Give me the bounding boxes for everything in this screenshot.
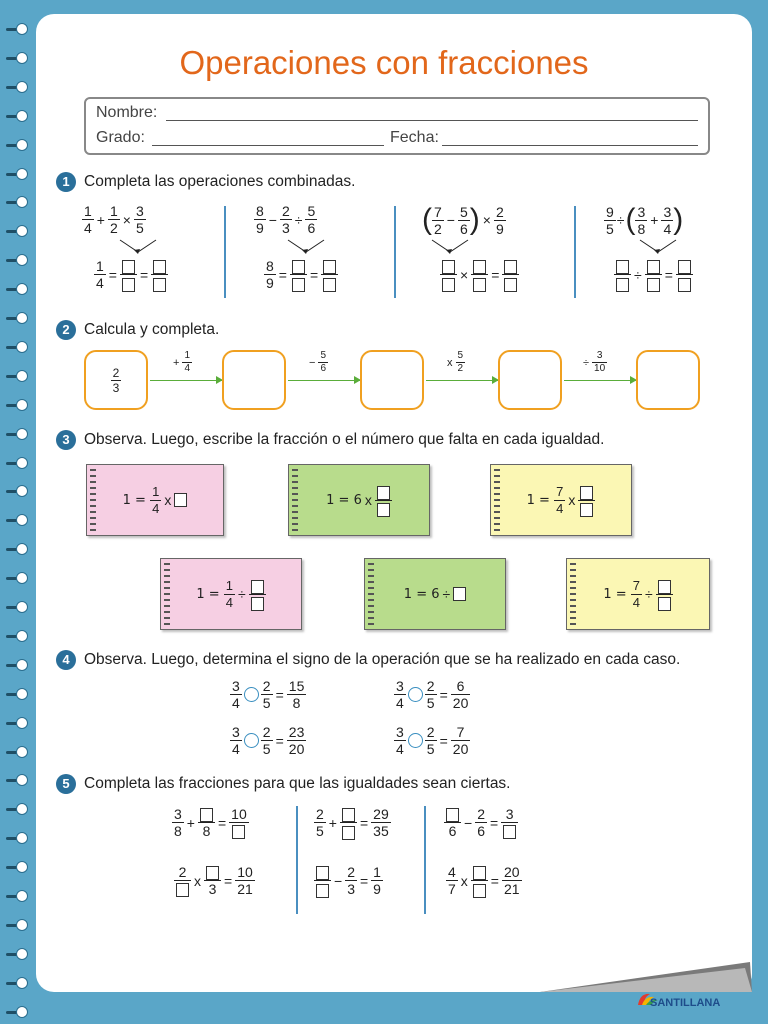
student-info-box <box>84 97 710 155</box>
chain-arrow <box>150 380 222 381</box>
answer-fraction[interactable]: 10 <box>229 806 249 839</box>
binding-ring <box>6 773 28 787</box>
chain-step-4: ÷ $\frac{3}{10}$ <box>583 350 606 374</box>
chain-answer-box[interactable] <box>498 350 562 410</box>
q1-answer-1: $\frac{1}{4}$ = = <box>94 258 168 292</box>
page-curl <box>540 960 756 994</box>
fraction: $\frac{7}{2}$ <box>434 203 442 237</box>
answer-fraction[interactable] <box>645 258 662 292</box>
chain-arrow <box>288 380 360 381</box>
binding-ring <box>6 109 28 123</box>
chain-answer-box[interactable] <box>636 350 700 410</box>
binding-ring <box>6 398 28 412</box>
binding-ring <box>6 224 28 238</box>
binding-ring <box>6 860 28 874</box>
question-number: 5 <box>56 774 76 794</box>
q4-row: $\frac{3}{4}$ $\frac{2}{5}$ = $\frac{23}{20}$ <box>232 724 305 757</box>
binding-ring <box>6 22 28 36</box>
question-number: 4 <box>56 650 76 670</box>
fraction: $\frac{1}{4}$ <box>96 258 104 292</box>
binding-ring <box>6 138 28 152</box>
fraction: $\frac{1}{2}$ <box>109 203 118 236</box>
binding-ring <box>6 947 28 961</box>
chain-answer-box[interactable] <box>222 350 286 410</box>
sticky-note: 1 = 6 x <box>288 464 430 536</box>
answer-fraction[interactable] <box>314 864 331 898</box>
separator <box>394 206 396 298</box>
chain-arrow <box>564 380 636 381</box>
operator-circle[interactable] <box>244 733 259 748</box>
answer-fraction[interactable] <box>249 577 266 611</box>
fraction: $\frac{8}{9}$ <box>256 203 264 236</box>
chain-step-1: + $\frac{1}{4}$ <box>173 350 190 374</box>
fraction: $\frac{8}{9}$ <box>266 258 274 292</box>
answer-fraction[interactable] <box>290 258 307 292</box>
fraction: $\frac{2}{9}$ <box>495 203 504 237</box>
grade-field[interactable] <box>152 145 384 146</box>
bracket-arrow-icon <box>284 238 334 258</box>
binding-ring <box>6 571 28 585</box>
answer-fraction[interactable]: 3 <box>501 806 518 839</box>
binding-ring <box>6 311 28 325</box>
sticky-note: 1 = $\frac{1}{4}$ ÷ <box>160 558 302 630</box>
fraction: $\frac{3}{5}$ <box>135 203 144 236</box>
binding-ring <box>6 658 28 672</box>
question-2 <box>56 320 219 340</box>
fraction: $\frac{5}{6}$ <box>459 203 468 237</box>
question-number: 3 <box>56 430 76 450</box>
binding-ring <box>6 831 28 845</box>
answer-fraction[interactable] <box>578 483 595 517</box>
binding-ring <box>6 802 28 816</box>
separator <box>224 206 226 298</box>
answer-fraction[interactable]: 6 <box>444 806 461 839</box>
answer-fraction[interactable]: 8 <box>198 806 215 839</box>
binding-ring <box>6 716 28 730</box>
binding-ring <box>6 542 28 556</box>
answer-fraction[interactable] <box>321 258 338 292</box>
bracket-arrow-icon <box>428 238 478 258</box>
binding-ring <box>6 340 28 354</box>
sticky-note: 1 = $\frac{7}{4}$ ÷ <box>566 558 710 630</box>
question-3 <box>56 430 604 450</box>
separator <box>574 206 576 298</box>
binding-ring <box>6 1005 28 1019</box>
binding-ring <box>6 253 28 267</box>
answer-fraction[interactable] <box>120 258 137 292</box>
binding-ring <box>6 484 28 498</box>
page-title: Operaciones con fracciones <box>179 44 589 81</box>
answer-fraction[interactable]: 2 <box>174 864 191 897</box>
q5-equation: $\frac{4}{7}$ x = $\frac{20}{21}$ <box>448 864 520 898</box>
fraction: $\frac{3}{8}$ <box>637 203 646 237</box>
binding-ring <box>6 600 28 614</box>
answer-fraction[interactable] <box>440 258 457 292</box>
fraction: $\frac{5}{6}$ <box>307 203 316 236</box>
q5-equation: 6 − $\frac{2}{6}$ = 3 <box>444 806 518 839</box>
name-label: Nombre: <box>96 104 158 121</box>
question-1 <box>56 172 355 192</box>
operator-circle[interactable] <box>408 687 423 702</box>
binding-ring <box>6 456 28 470</box>
q1-answer-3: × = <box>440 258 519 292</box>
q5-equation: − $\frac{2}{3}$ = $\frac{1}{9}$ <box>314 864 383 898</box>
answer-fraction[interactable] <box>502 258 519 292</box>
chain-step-2: − $\frac{5}{6}$ <box>309 350 326 374</box>
binding-ring <box>6 889 28 903</box>
q1-answer-4: ÷ = <box>614 258 693 292</box>
fraction: $\frac{3}{4}$ <box>663 203 672 237</box>
answer-fraction[interactable]: 3 <box>204 864 221 897</box>
question-number: 2 <box>56 320 76 340</box>
answer-box[interactable] <box>453 587 466 601</box>
separator <box>296 806 298 914</box>
binding-ring <box>6 195 28 209</box>
q4-row: $\frac{3}{4}$ $\frac{2}{5}$ = $\frac{6}{20}$ <box>396 678 469 711</box>
fraction: $\frac{9}{5}$ <box>606 203 614 237</box>
q1-expression-4: $\frac{9}{5}$ ÷( $\frac{3}{8}$ + $\frac{3}{4}$ ) <box>606 203 684 237</box>
name-field[interactable] <box>166 120 698 121</box>
sticky-note: 1 = $\frac{1}{4}$ x <box>86 464 224 536</box>
fraction: $\frac{2}{3}$ <box>281 203 290 236</box>
answer-fraction[interactable] <box>676 258 693 292</box>
sticky-note: 1 = 6 ÷ <box>364 558 506 630</box>
date-field[interactable] <box>442 145 698 146</box>
separator <box>424 806 426 914</box>
q1-expression-1: $\frac{1}{4}$ + $\frac{1}{2}$ × $\frac{3}{5}$ <box>84 203 144 236</box>
answer-fraction[interactable] <box>375 483 392 517</box>
answer-fraction[interactable] <box>471 864 488 898</box>
q5-equation: 2 x 3 = $\frac{10}{21}$ <box>174 864 255 897</box>
binding-ring <box>6 513 28 527</box>
operator-circle[interactable] <box>408 733 423 748</box>
q5-equation: $\frac{3}{8}$ + 8 = 10 <box>174 806 247 840</box>
fraction: $\frac{1}{4}$ <box>84 203 92 236</box>
question-text: Completa las operaciones combinadas. <box>84 173 356 191</box>
q1-expression-3: ( $\frac{7}{2}$ − $\frac{5}{6}$ ) × $\frac{2}{9}$ <box>422 203 504 237</box>
chain-arrow <box>426 380 498 381</box>
binding-ring <box>6 629 28 643</box>
bracket-arrow-icon <box>116 238 166 258</box>
answer-fraction[interactable] <box>340 806 357 840</box>
question-text: Observa. Luego, escribe la fracción o el número que falta en cada igualdad. <box>84 431 605 449</box>
answer-fraction[interactable] <box>151 258 168 292</box>
operator-circle[interactable] <box>244 687 259 702</box>
question-4 <box>56 650 680 670</box>
binding-ring <box>6 167 28 181</box>
answer-fraction[interactable] <box>656 577 673 611</box>
binding-ring <box>6 745 28 759</box>
date-label: Fecha: <box>390 129 439 146</box>
binding-ring <box>6 369 28 383</box>
binding-ring <box>6 282 28 296</box>
binding-ring <box>6 918 28 932</box>
question-text: Observa. Luego, determina el signo de la operación que se ha realizado en cada caso. <box>84 651 681 669</box>
q5-equation: $\frac{2}{5}$ + = $\frac{29}{35}$ <box>316 806 389 840</box>
grade-label: Grado: <box>96 129 145 146</box>
question-text: Calcula y completa. <box>84 321 220 339</box>
question-text: Completa las fracciones para que las igualdades sean ciertas. <box>84 775 511 793</box>
binding-ring <box>6 427 28 441</box>
answer-fraction[interactable] <box>471 258 488 292</box>
q4-row: $\frac{3}{4}$ $\frac{2}{5}$ = $\frac{7}{20}$ <box>396 724 469 757</box>
binding-ring <box>6 976 28 990</box>
chain-step-3: x $\frac{5}{2}$ <box>447 350 464 374</box>
q1-answer-2: $\frac{8}{9}$ = = <box>264 258 338 292</box>
q1-expression-2: $\frac{8}{9}$ − $\frac{2}{3}$ ÷ $\frac{5}{6}$ <box>256 203 316 236</box>
question-5 <box>56 774 511 794</box>
answer-fraction[interactable] <box>614 258 631 292</box>
question-number: 1 <box>56 172 76 192</box>
chain-start-box: $\frac{2}{3}$ <box>84 350 148 410</box>
sticky-note: 1 = $\frac{7}{4}$ x <box>490 464 632 536</box>
chain-answer-box[interactable] <box>360 350 424 410</box>
binding-ring <box>6 687 28 701</box>
bracket-arrow-icon <box>636 238 686 258</box>
answer-box[interactable] <box>174 493 187 507</box>
q4-row: $\frac{3}{4}$ $\frac{2}{5}$ = $\frac{15}{8}$ <box>232 678 305 711</box>
